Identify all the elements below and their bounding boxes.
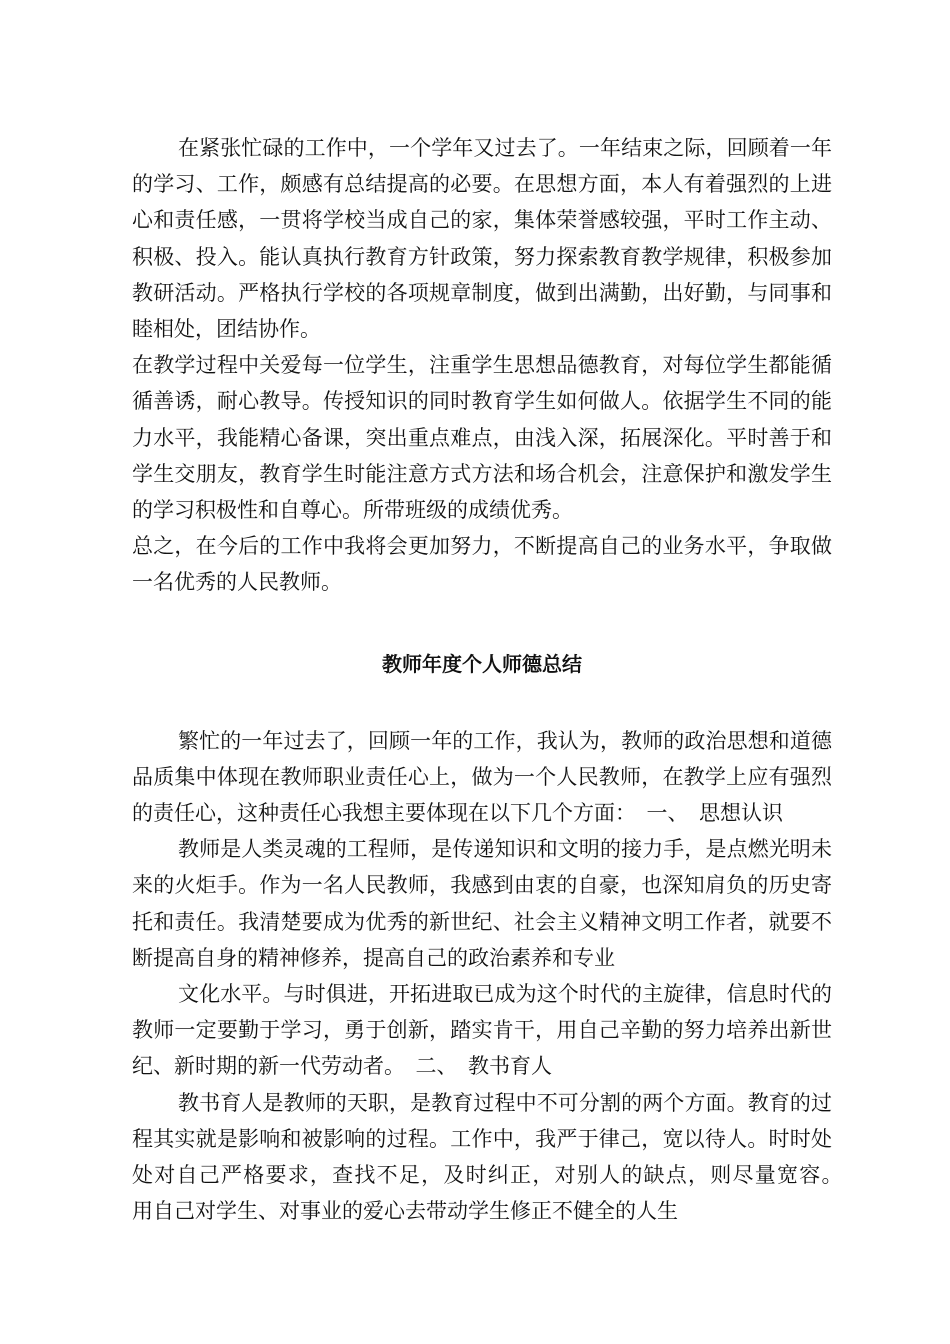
paragraph: 总之，在今后的工作中我将会更加努力，不断提高自己的业务水平，争取做一名优秀的人民教师。 [132, 534, 832, 595]
paragraph: 繁忙的一年过去了，回顾一年的工作，我认为，教师的政治思想和道德品质集中体现在教师职业责任心上，做为一个人民教师，在教学上应有强烈的责任心，这种责任心我想主要体现在以下几个方面： 一、 思想认识 [132, 728, 832, 826]
document-page [132, 130, 853, 1229]
paragraph: 教书育人是教师的天职，是教育过程中不可分割的两个方面。教育的过程其实就是影响和被影响的过程。工作中，我严于律己，宽以待人。时时处处对自己严格要求，查找不足，及时纠正，对别人的缺点，则尽量宽容。 用自己对学生、对事业的爱心去带动学生修正不健全的人生 [132, 1090, 853, 1224]
paragraph: 在紧张忙碌的工作中，一个学年又过去了。一年结束之际，回顾着一年的学习、工作，颇感有总结提高的必要。在思想方面，本人有着强烈的上进心和责任感，一贯将学校当成自己的家，集体荣誉感较强，平时工作主动、积极、投入。能认真执行教育方针政策，努力探索教育教学规律，积极参加教研活动。严格执行学校的各项规章制度，做到出满勤，出好勤，与同事和睦相处，团结协作。 [132, 136, 832, 342]
paragraph: 文化水平。与时俱进，开拓进取已成为这个时代的主旋律，信息时代的教师一定要勤于学习，勇于创新，踏实肯干，用自己辛勤的努力培养出新世纪、新时期的新一代劳动者。 二、 教书育人 [132, 982, 832, 1079]
paragraph: 教师是人类灵魂的工程师，是传递知识和文明的接力手，是点燃光明未来的火炬手。作为一名人民教师，我感到由衷的自豪，也深知肩负的历史寄托和责任。我清楚要成为优秀的新世纪、社会主义精神文明工作者，就要不断提高自身的精神修养，提高自己的政治素养和专业 [132, 837, 832, 970]
paragraph: 在教学过程中关爱每一位学生，注重学生思想品德教育，对每位学生都能循循善诱，耐心教导。传授知识的同时教育学生如何做人。依据学生不同的能力水平，我能精心备课，突出重点难点，由浅入深，拓展深化。平时善于和学生交朋友，教育学生时能注意方式方法和场合机会，注意保护和激发学生的学习积极性和自尊心。所带班级的成绩优秀。 [132, 353, 832, 523]
section-title: 教师年度个人师德总结 [382, 651, 582, 676]
